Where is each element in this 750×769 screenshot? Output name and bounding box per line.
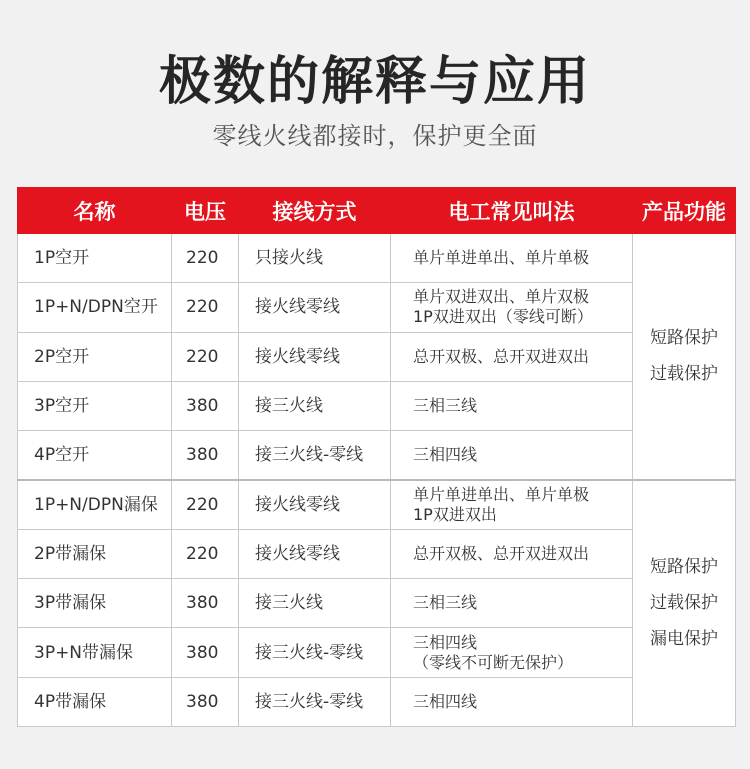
cell-name: 3P带漏保 <box>18 579 172 628</box>
column-header-name: 名称 <box>18 188 172 234</box>
cell-common-name <box>391 381 633 430</box>
cell-voltage: 220 <box>172 480 239 529</box>
cell-function-group-breaker <box>633 234 736 480</box>
function-item: 过载保护 <box>650 364 718 385</box>
note-line: 三相四线 <box>413 691 478 711</box>
column-header-voltage: 电压 <box>172 188 239 234</box>
note-line: 三相四线 <box>413 632 478 652</box>
page-subtitle: 零线火线都接时，保护更全面 <box>212 122 538 150</box>
cell-wiring: 接火线零线 <box>239 529 391 578</box>
page-title: 极数的解释与应用 <box>158 52 591 112</box>
cell-common-name <box>391 480 633 529</box>
cell-name: 4P带漏保 <box>18 677 172 726</box>
cell-wiring: 接火线零线 <box>239 332 391 381</box>
column-header-function: 产品功能 <box>633 188 736 234</box>
note-line: 三相四线 <box>413 445 478 465</box>
cell-voltage: 220 <box>172 332 239 381</box>
cell-name: 3P空开 <box>18 381 172 430</box>
note-line: 总开双极、总开双进双出 <box>413 346 590 366</box>
cell-wiring: 接火线零线 <box>239 480 391 529</box>
cell-name: 3P+N带漏保 <box>18 628 172 677</box>
note-line: 单片单进单出、单片单极 <box>413 484 590 504</box>
table-row <box>18 431 736 480</box>
note-line: 三相三线 <box>413 593 478 613</box>
function-item: 短路保护 <box>650 557 718 578</box>
cell-name: 4P空开 <box>18 431 172 480</box>
cell-wiring: 接三火线-零线 <box>239 431 391 480</box>
cell-common-name <box>391 529 633 578</box>
cell-voltage: 220 <box>172 529 239 578</box>
cell-common-name <box>391 234 633 283</box>
table-row <box>18 480 736 529</box>
note-line: 总开双极、总开双进双出 <box>413 543 590 563</box>
table-row <box>18 579 736 628</box>
cell-function-group-leakage <box>633 480 736 726</box>
cell-voltage: 380 <box>172 677 239 726</box>
table-row <box>18 529 736 578</box>
cell-voltage: 220 <box>172 283 239 332</box>
cell-wiring: 接三火线 <box>239 579 391 628</box>
column-header-common-name: 电工常见叫法 <box>391 188 633 234</box>
cell-wiring: 只接火线 <box>239 234 391 283</box>
table-row <box>18 381 736 430</box>
note-line: 三相三线 <box>413 396 478 416</box>
table-row <box>18 332 736 381</box>
cell-name: 2P空开 <box>18 332 172 381</box>
cell-voltage: 220 <box>172 234 239 283</box>
table-row <box>18 628 736 677</box>
cell-voltage: 380 <box>172 431 239 480</box>
function-item: 过载保护 <box>650 593 718 614</box>
cell-wiring: 接火线零线 <box>239 283 391 332</box>
function-item: 短路保护 <box>650 328 718 349</box>
cell-name: 1P+N/DPN空开 <box>18 283 172 332</box>
cell-common-name <box>391 283 633 332</box>
cell-common-name <box>391 579 633 628</box>
cell-wiring: 接三火线 <box>239 381 391 430</box>
cell-name: 2P带漏保 <box>18 529 172 578</box>
table-row <box>18 234 736 283</box>
cell-common-name <box>391 431 633 480</box>
function-item: 漏电保护 <box>650 629 718 650</box>
cell-common-name <box>391 628 633 677</box>
cell-wiring: 接三火线-零线 <box>239 677 391 726</box>
cell-voltage: 380 <box>172 628 239 677</box>
breaker-pole-table <box>17 187 736 727</box>
note-line: 单片单进单出、单片单极 <box>413 248 590 268</box>
note-line: 1P双进双出（零线可断） <box>413 307 593 327</box>
cell-common-name <box>391 677 633 726</box>
cell-common-name <box>391 332 633 381</box>
column-header-wiring: 接线方式 <box>239 188 391 234</box>
note-line: 1P双进双出 <box>413 504 497 524</box>
cell-voltage: 380 <box>172 381 239 430</box>
table-header-row <box>18 188 736 234</box>
cell-voltage: 380 <box>172 579 239 628</box>
table-row <box>18 677 736 726</box>
table-row <box>18 283 736 332</box>
cell-name: 1P+N/DPN漏保 <box>18 480 172 529</box>
cell-name: 1P空开 <box>18 234 172 283</box>
note-line: （零线不可断无保护） <box>413 652 574 672</box>
cell-wiring: 接三火线-零线 <box>239 628 391 677</box>
note-line: 单片双进双出、单片双极 <box>413 287 590 307</box>
